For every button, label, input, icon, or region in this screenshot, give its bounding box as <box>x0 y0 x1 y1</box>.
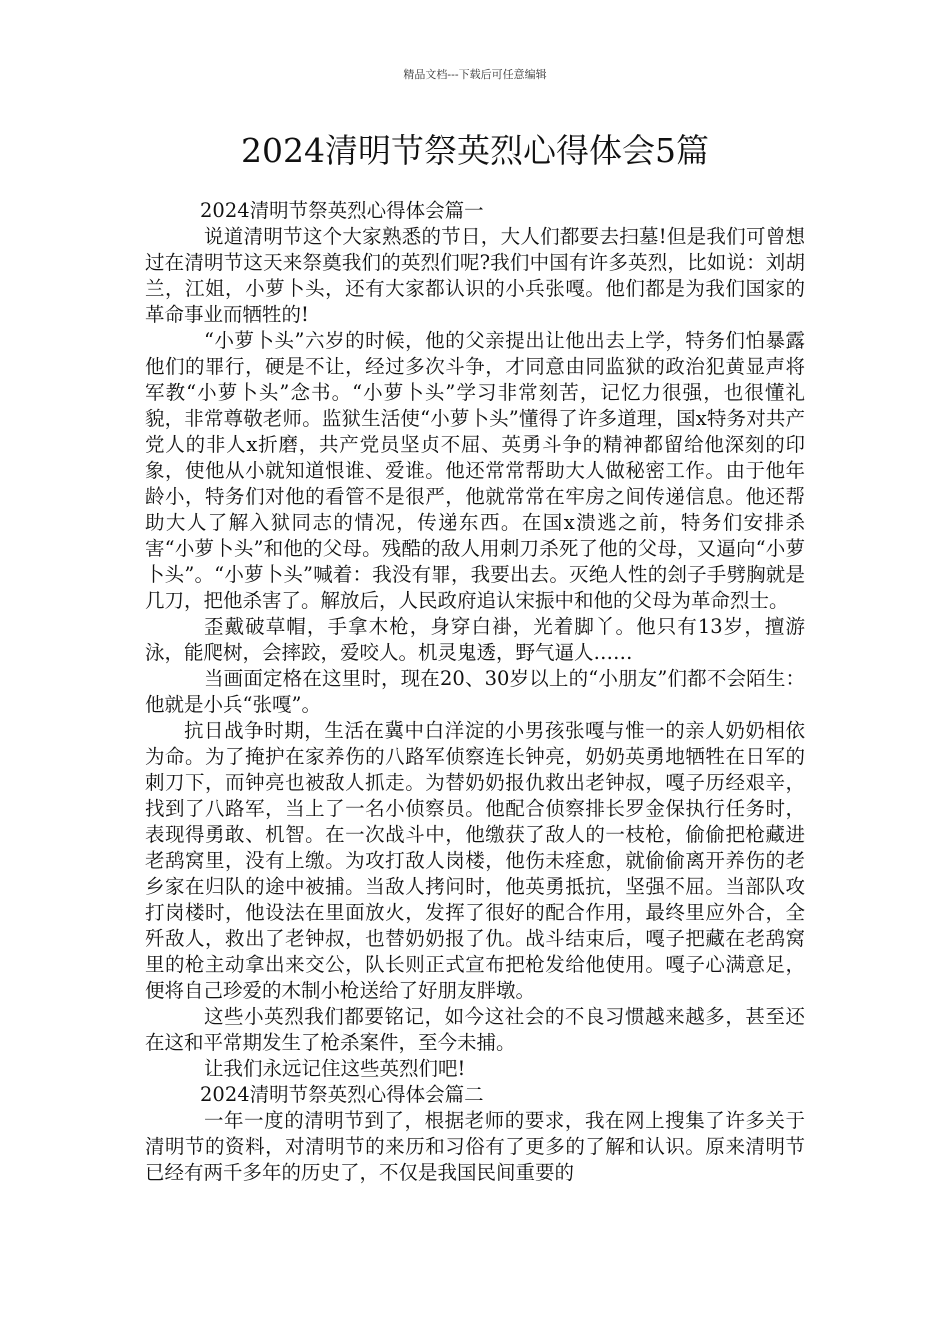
page-header-note: 精品文档---下载后可任意编辑 <box>403 68 547 81</box>
document-title: 2024清明节祭英烈心得体会5篇 <box>241 131 709 170</box>
paragraph: 当画面定格在这里时，现在20、30岁以上的“小朋友”们都不会陌生：他就是小兵“张嘎”。 <box>145 667 805 716</box>
paragraph: 让我们永远记住这些英烈们吧! <box>204 1057 466 1080</box>
section-heading-2: 2024清明节祭英烈心得体会篇二 <box>200 1083 484 1106</box>
section-heading-1: 2024清明节祭英烈心得体会篇一 <box>200 199 484 222</box>
paragraph: 说道清明节这个大家熟悉的节日，大人们都要去扫墓!但是我们可曾想过在清明节这天来祭奠我们的英烈们呢?我们中国有许多英烈，比如说：刘胡兰，江姐，小萝卜头，还有大家都认识的小兵张嘎。他们都是为我们国家的革命事业而牺牲的! <box>145 225 805 326</box>
paragraph: 这些小英烈我们都要铭记，如今这社会的不良习惯越来越多，甚至还在这和平常期发生了枪杀案件，至今未捕。 <box>145 1005 805 1054</box>
paragraph: 一年一度的清明节到了，根据老师的要求，我在网上搜集了许多关于清明节的资料，对清明节的来历和习俗有了更多的了解和认识。原来清明节已经有两千多年的历史了，不仅是我国民间重要的 <box>145 1109 805 1184</box>
paragraph: 抗日战争时期，生活在冀中白洋淀的小男孩张嘎与惟一的亲人奶奶相依为命。为了掩护在家养伤的八路军侦察连长钟亮，奶奶英勇地牺牲在日军的刺刀下，而钟亮也被敌人抓走。为替奶奶报仇救出老钟叔，嘎子历经艰辛，找到了八路军，当上了一名小侦察员。他配合侦察排长罗金保执行任务时，表现得勇敢、机智。在一次战斗中，他缴获了敌人的一枝枪，偷偷把枪藏进老鸹窝里，没有上缴。为攻打敌人岗楼，他伤未痊愈，就偷偷离开养伤的老乡家在归队的途中被捕。当敌人拷问时，他英勇抵抗，坚强不屈。当部队攻打岗楼时，他设法在里面放火，发挥了很好的配合作用，最终里应外合，全歼敌人，救出了老钟叔，也替奶奶报了仇。战斗结束后，嘎子把藏在老鸹窝里的枪主动拿出来交公，队长则正式宣布把枪发给他使用。嘎子心满意足，便将自己珍爱的木制小枪送给了好朋友胖墩。 <box>145 719 805 1002</box>
paragraph: 歪戴破草帽，手拿木枪，身穿白褂，光着脚丫。他只有13岁，擅游泳，能爬树，会摔跤，爱咬人。机灵鬼透，野气逼人…… <box>145 615 805 664</box>
paragraph: “小萝卜头”六岁的时候，他的父亲提出让他出去上学，特务们怕暴露他们的罪行，硬是不让，经过多次斗争，才同意由同监狱的政治犯黄显声将军教“小萝卜头”念书。“小萝卜头”学习非常刻苦，记忆力很强，也很懂礼貌，非常尊敬老师。监狱生活使“小萝卜头”懂得了许多道理，国x特务对共产党人的非人x折磨，共产党员坚贞不屈、英勇斗争的精神都留给他深刻的印象，使他从小就知道恨谁、爱谁。他还常常帮助大人做秘密工作。由于他年龄小，特务们对他的看管不是很严，他就常常在牢房之间传递信息。他还帮助大人了解入狱同志的情况，传递东西。在国x溃逃之前，特务们安排杀害“小萝卜头”和他的父母。残酷的敌人用刺刀杀死了他的父母，又逼向“小萝卜头”。“小萝卜头”喊着：我没有罪，我要出去。灭绝人性的刽子手劈胸就是几刀，把他杀害了。解放后，人民政府追认宋振中和他的父母为革命烈士。 <box>145 329 805 612</box>
document-body <box>145 198 805 1186</box>
